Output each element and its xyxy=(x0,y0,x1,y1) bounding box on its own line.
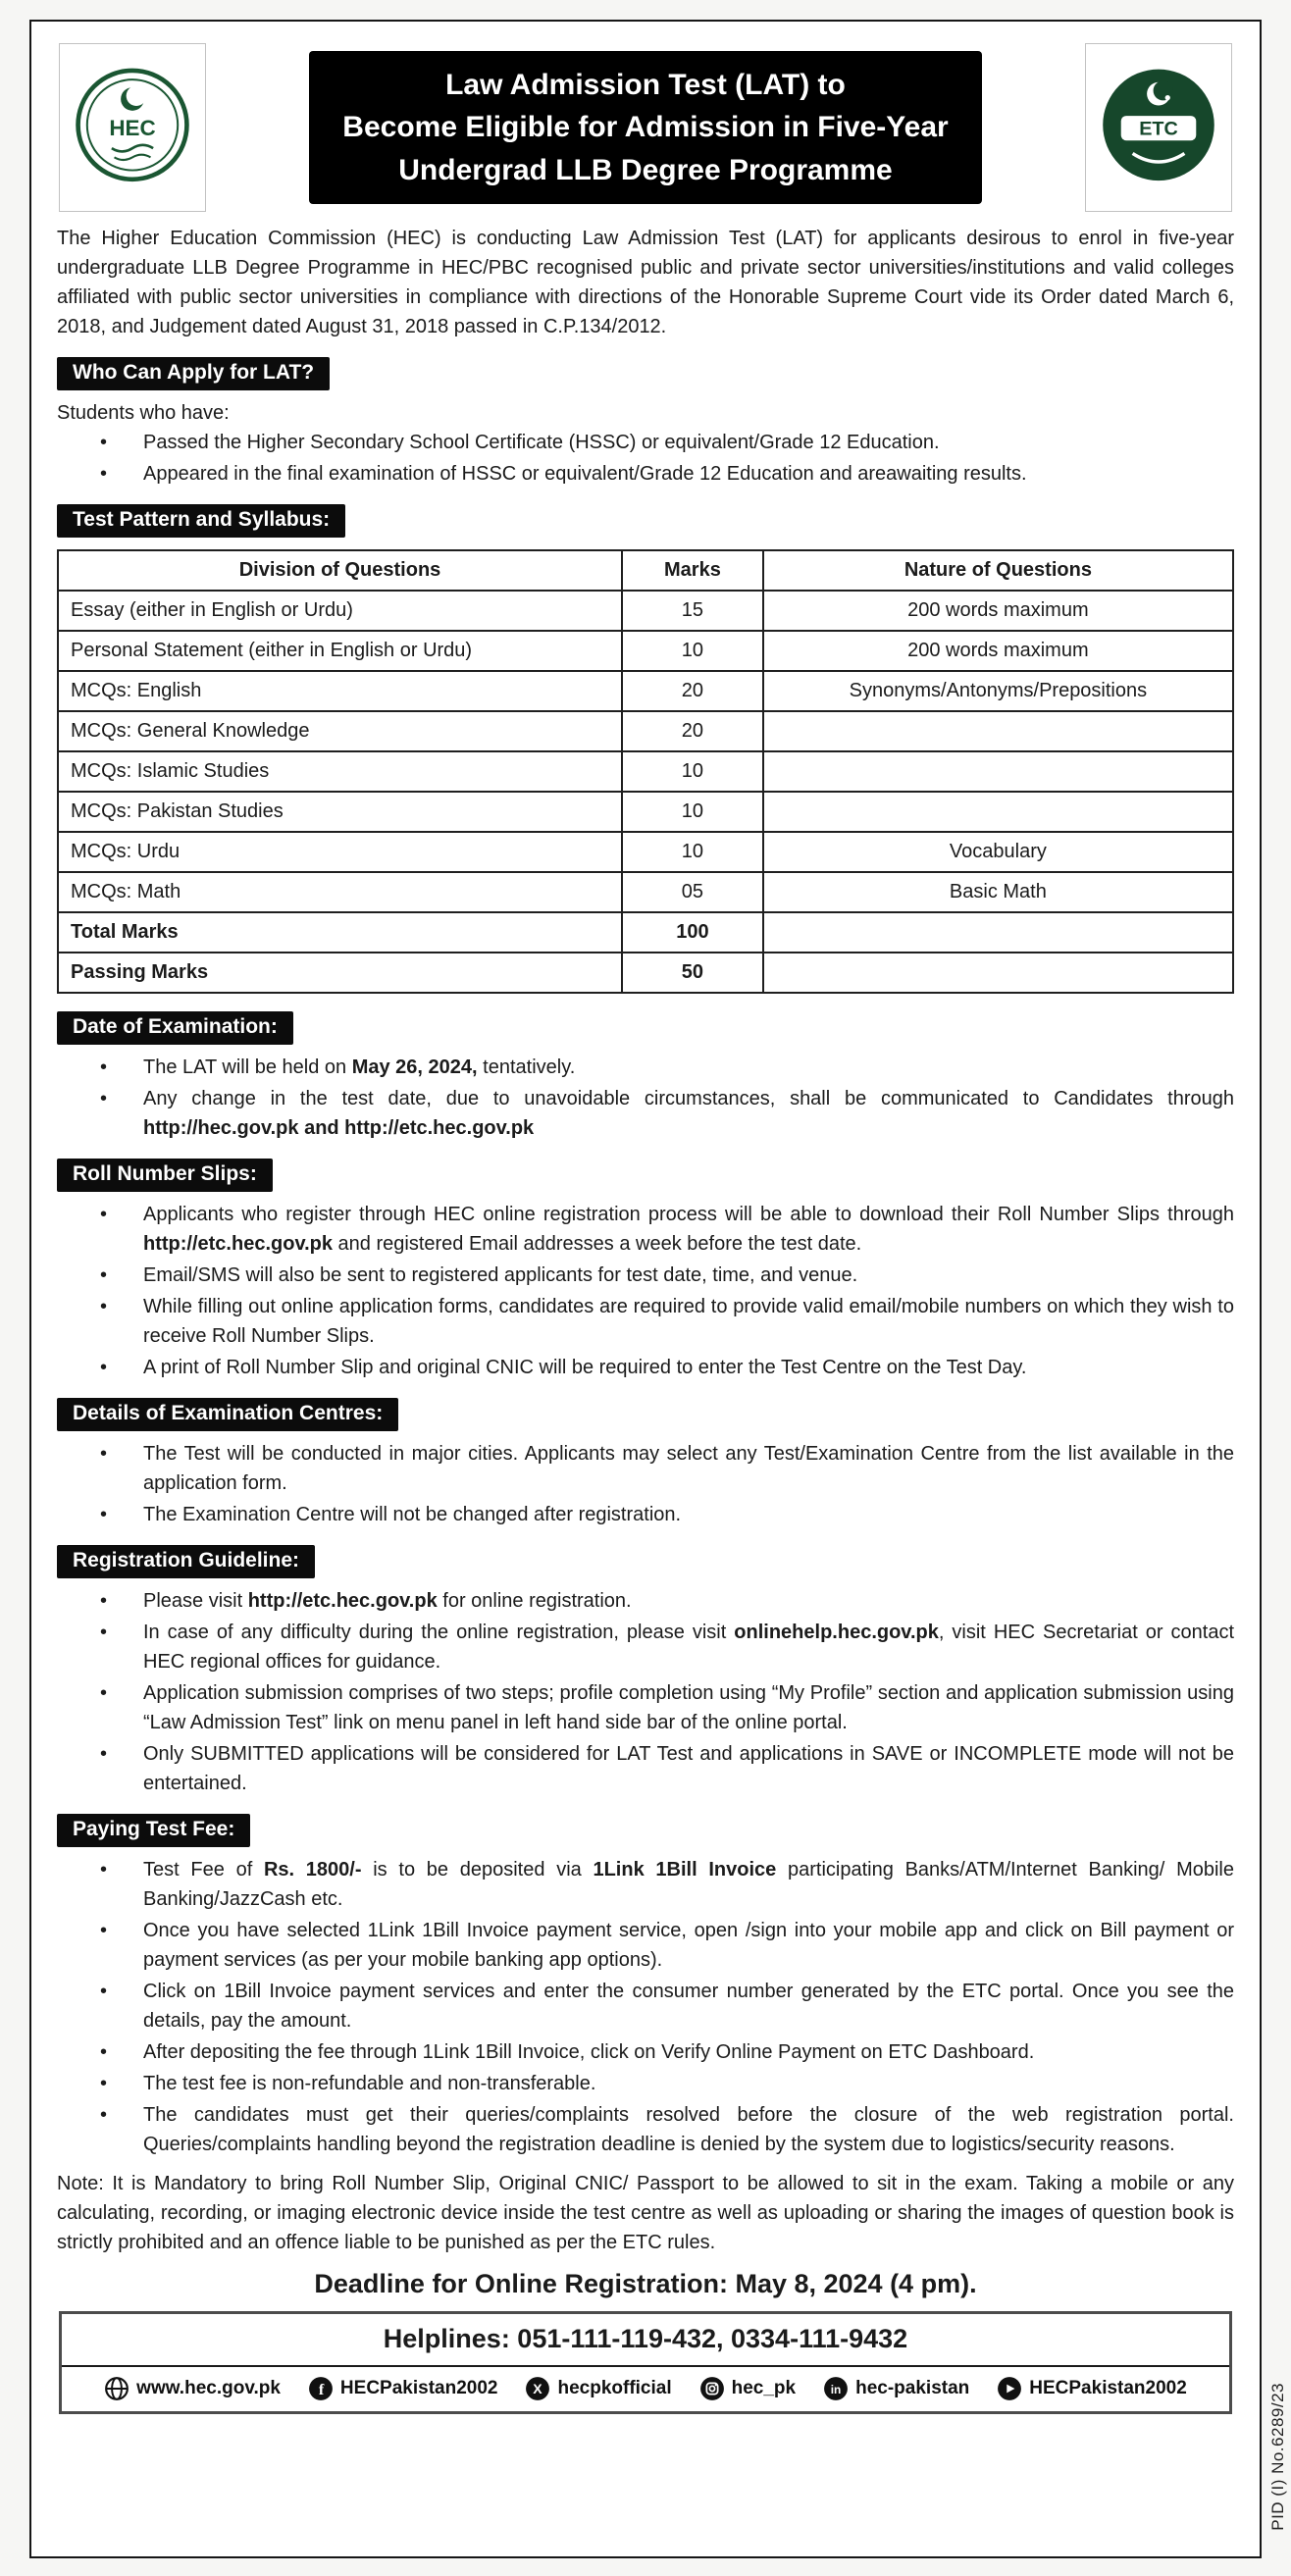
bullet-text: Once you have selected 1Link 1Bill Invoice payment service, open /sign into your mobile app and click on Bill payment or payment services (as per your mobile banking app options). xyxy=(143,1920,1234,1971)
etc-logo xyxy=(1085,43,1232,212)
table-cell: Synonyms/Antonyms/Prepositions xyxy=(763,671,1233,711)
section-lead: Students who have: xyxy=(57,402,230,424)
bullet-text: Applicants who register through HEC online registration process will be able to download their Roll Number Slips through http://etc.hec.gov.pk and registered Email addresses a week before the test date. xyxy=(143,1204,1234,1255)
bullet-dot: • xyxy=(100,2104,108,2126)
bullet-dot: • xyxy=(100,1622,108,1643)
linkedin-icon xyxy=(823,2376,849,2401)
bullet-text: Only SUBMITTED applications will be considered for LAT Test and applications in SAVE or INCOMPLETE mode will not be entertained. xyxy=(143,1743,1234,1794)
table-cell: Total Marks xyxy=(58,912,622,953)
table-row xyxy=(58,832,1233,872)
table-cell: MCQs: Urdu xyxy=(58,832,622,872)
bullet-text: While filling out online application forms, candidates are required to provide valid email/mobile numbers on which they wish to receive Roll Number Slips. xyxy=(143,1296,1234,1347)
table-cell: 10 xyxy=(622,631,763,671)
section-who-can-apply-for-lat xyxy=(57,343,1234,489)
title-line-2: Become Eligible for Admission in Five-Year xyxy=(342,111,949,144)
bullet-dot: • xyxy=(100,1920,108,1941)
bullet-text: The LAT will be held on May 26, 2024, tentatively. xyxy=(143,1056,576,1078)
title-wrap xyxy=(206,51,1085,204)
table-cell: 10 xyxy=(622,751,763,792)
bullet-item xyxy=(57,2100,1234,2159)
title-line-3: Undergrad LLB Degree Programme xyxy=(398,153,893,186)
bullet-text: In case of any difficulty during the online registration, please visit onlinehelp.hec.gov.pk, visit HEC Secretariat or contact HEC regional offices for guidance. xyxy=(143,1622,1235,1673)
bullet-item xyxy=(57,1977,1234,2035)
table-header-cell: Marks xyxy=(622,550,763,591)
globe-icon xyxy=(104,2376,129,2401)
social-x-twitter xyxy=(525,2376,671,2401)
table-cell: Personal Statement (either in English or Urdu) xyxy=(58,631,622,671)
svg-text:f: f xyxy=(318,2380,325,2398)
table-cell: MCQs: Pakistan Studies xyxy=(58,792,622,832)
bullet-dot: • xyxy=(100,1357,108,1378)
hec-logo-text: HEC xyxy=(109,115,156,140)
table-cell: MCQs: General Knowledge xyxy=(58,711,622,751)
social-label: hec_pk xyxy=(731,2378,797,2398)
section-heading: Who Can Apply for LAT? xyxy=(57,357,330,390)
bullet-item xyxy=(57,1292,1234,1351)
table-row xyxy=(58,953,1233,993)
bullet-item xyxy=(57,1855,1234,1914)
bullet-item xyxy=(57,1084,1234,1143)
bullet-item xyxy=(57,428,1234,457)
table-cell: 10 xyxy=(622,832,763,872)
deadline-text: Deadline for Online Registration: May 8, 2024 (4 pm). xyxy=(314,2269,977,2298)
test-pattern-table xyxy=(57,549,1234,994)
section-heading: Test Pattern and Syllabus: xyxy=(57,504,345,538)
bullet-dot: • xyxy=(100,2041,108,2063)
svg-text:in: in xyxy=(830,2382,842,2396)
social-youtube xyxy=(997,2376,1187,2401)
helplines-text: Helplines: 051-111-119-432, 0334-111-9432 xyxy=(62,2314,1229,2367)
bullet-text: Appeared in the final examination of HSSC or equivalent/Grade 12 Education and areawaiting results. xyxy=(143,463,1027,485)
hec-logo xyxy=(59,43,206,212)
table-cell xyxy=(763,792,1233,832)
bullet-item xyxy=(57,1618,1234,1676)
table-cell xyxy=(763,751,1233,792)
social-facebook xyxy=(308,2376,498,2401)
table-header-cell: Division of Questions xyxy=(58,550,622,591)
bullet-dot: • xyxy=(100,1056,108,1078)
sections-container xyxy=(57,343,1234,2159)
bullet-item xyxy=(57,1739,1234,1798)
bullet-text: A print of Roll Number Slip and original CNIC will be required to enter the Test Centre on the Test Day. xyxy=(143,1357,1027,1378)
bullet-text: After depositing the fee through 1Link 1Bill Invoice, click on Verify Online Payment on ETC Dashboard. xyxy=(143,2041,1035,2063)
bullet-dot: • xyxy=(100,432,108,453)
etc-logo-icon xyxy=(1094,54,1223,201)
table-row xyxy=(58,671,1233,711)
bullet-dot: • xyxy=(100,1204,108,1225)
table-row xyxy=(58,912,1233,953)
title-line-1: Law Admission Test (LAT) to xyxy=(445,69,846,102)
table-cell: 05 xyxy=(622,872,763,912)
etc-logo-text: ETC xyxy=(1139,118,1178,140)
bullet-text: Any change in the test date, due to unavoidable circumstances, shall be communicated to Candidates through http://hec.gov.pk and http://etc.hec.gov.pk xyxy=(143,1088,1234,1139)
bullet-dot: • xyxy=(100,1981,108,2002)
table-row xyxy=(58,751,1233,792)
section-heading: Paying Test Fee: xyxy=(57,1814,250,1847)
bullet-dot: • xyxy=(100,1296,108,1317)
section-roll-number-slips xyxy=(57,1145,1234,1382)
social-row xyxy=(62,2367,1229,2411)
bullet-text: Test Fee of Rs. 1800/- is to be deposited via 1Link 1Bill Invoice participating Banks/ATM/Internet Banking/ Mobile Banking/JazzCash etc. xyxy=(143,1859,1234,1910)
bullet-text: The test fee is non-refundable and non-transferable. xyxy=(143,2073,596,2094)
bullet-text: Application submission comprises of two steps; profile completion using “My Profile” section and application submission using “Law Admission Test” link on menu panel in left hand side bar of the online portal. xyxy=(143,1682,1234,1733)
x-twitter-icon xyxy=(525,2376,550,2401)
table-cell: MCQs: Math xyxy=(58,872,622,912)
social-label: HECPakistan2002 xyxy=(1029,2378,1187,2398)
table-cell xyxy=(763,912,1233,953)
table-cell: Passing Marks xyxy=(58,953,622,993)
table-cell: 20 xyxy=(622,671,763,711)
table-header-cell: Nature of Questions xyxy=(763,550,1233,591)
bullet-dot: • xyxy=(100,1590,108,1612)
bullet-item xyxy=(57,1916,1234,1975)
svg-text:X: X xyxy=(533,2381,543,2397)
bullet-item xyxy=(57,2037,1234,2067)
bullet-dot: • xyxy=(100,1088,108,1109)
bullet-item xyxy=(57,1353,1234,1382)
social-label: hecpkofficial xyxy=(557,2378,672,2398)
bullet-item xyxy=(57,459,1234,489)
bullet-text: The Examination Centre will not be changed after registration. xyxy=(143,1504,682,1525)
table-cell xyxy=(763,711,1233,751)
table-row xyxy=(58,631,1233,671)
section-test-pattern-and-syllabus xyxy=(57,490,1234,994)
table-cell: MCQs: English xyxy=(58,671,622,711)
table-cell: Basic Math xyxy=(763,872,1233,912)
bullet-dot: • xyxy=(100,1743,108,1765)
section-heading: Roll Number Slips: xyxy=(57,1159,273,1192)
bullet-item xyxy=(57,1439,1234,1498)
table-header-row xyxy=(58,550,1233,591)
table-cell xyxy=(763,953,1233,993)
header xyxy=(59,43,1232,212)
bullet-item xyxy=(57,1261,1234,1290)
hec-logo-icon xyxy=(68,54,197,201)
bullet-text: Email/SMS will also be sent to registered applicants for test date, time, and venue. xyxy=(143,1264,858,1286)
section-heading: Registration Guideline: xyxy=(57,1545,315,1578)
bullet-item xyxy=(57,1678,1234,1737)
bullet-item xyxy=(57,1053,1234,1082)
social-globe xyxy=(104,2376,281,2401)
section-date-of-examination xyxy=(57,998,1234,1143)
bullet-dot: • xyxy=(100,1859,108,1880)
bullet-dot: • xyxy=(100,1443,108,1465)
instagram-icon xyxy=(699,2376,725,2401)
bullet-item xyxy=(57,1500,1234,1529)
social-instagram xyxy=(699,2376,796,2401)
bullet-text: The Test will be conducted in major cities. Applicants may select any Test/Examination Centre from the list available in the application form. xyxy=(143,1443,1234,1494)
pid-number: PID (I) No.6289/23 xyxy=(1268,2383,1287,2531)
social-label: HECPakistan2002 xyxy=(339,2378,498,2398)
bullet-dot: • xyxy=(100,1504,108,1525)
section-details-of-examination-centres xyxy=(57,1384,1234,1529)
bullet-text: The candidates must get their queries/complaints resolved before the closure of the web registration portal. Queries/complaints handling beyond the registration deadline is denied by the system due to logistics/security reasons. xyxy=(143,2104,1234,2155)
bullet-text: Passed the Higher Secondary School Certificate (HSSC) or equivalent/Grade 12 Education. xyxy=(143,432,940,453)
advertisement xyxy=(29,20,1262,2558)
table-cell: MCQs: Islamic Studies xyxy=(58,751,622,792)
title-box xyxy=(309,51,981,204)
social-linkedin xyxy=(823,2376,969,2401)
section-heading: Details of Examination Centres: xyxy=(57,1398,398,1431)
bullet-dot: • xyxy=(100,2073,108,2094)
bullet-item xyxy=(57,1200,1234,1259)
table-cell: 200 words maximum xyxy=(763,591,1233,631)
bullet-item xyxy=(57,1586,1234,1616)
note-paragraph: Note: It is Mandatory to bring Roll Number Slip, Original CNIC/ Passport to be allowed to sit in the exam. Taking a mobile or any calculating, recording, or imaging electronic device inside the test centre as well as uploading or sharing the images of question book is strictly prohibited and an offence liable to be punished as per the ETC rules. xyxy=(57,2173,1234,2253)
social-label: www.hec.gov.pk xyxy=(136,2378,281,2398)
youtube-icon xyxy=(997,2376,1022,2401)
bullet-text: Please visit http://etc.hec.gov.pk for online registration. xyxy=(143,1590,632,1612)
table-row xyxy=(58,591,1233,631)
table-row xyxy=(58,792,1233,832)
section-paying-test-fee xyxy=(57,1800,1234,2159)
table-cell: 10 xyxy=(622,792,763,832)
section-heading: Date of Examination: xyxy=(57,1011,293,1045)
table-row xyxy=(58,872,1233,912)
bullet-dot: • xyxy=(100,1264,108,1286)
bullet-item xyxy=(57,2069,1234,2098)
bullet-dot: • xyxy=(100,463,108,485)
table-cell: 100 xyxy=(622,912,763,953)
table-cell: 15 xyxy=(622,591,763,631)
facebook-icon xyxy=(308,2376,334,2401)
table-cell: 200 words maximum xyxy=(763,631,1233,671)
table-cell: Vocabulary xyxy=(763,832,1233,872)
helpline-box xyxy=(59,2311,1232,2414)
table-cell: Essay (either in English or Urdu) xyxy=(58,591,622,631)
social-label: hec-pakistan xyxy=(855,2378,970,2398)
section-registration-guideline xyxy=(57,1531,1234,1798)
intro-paragraph: The Higher Education Commission (HEC) is conducting Law Admission Test (LAT) for applicants desirous to enrol in five-year undergraduate LLB Degree Programme in HEC/PBC recognised public and private sector universities/institutions and valid colleges affiliated with public sector universities in compliance with directions of the Honorable Supreme Court vide its Order dated March 6, 2018, and Judgement dated August 31, 2018 passed in C.P.134/2012. xyxy=(57,228,1234,337)
bullet-dot: • xyxy=(100,1682,108,1704)
table-row xyxy=(58,711,1233,751)
table-cell: 50 xyxy=(622,953,763,993)
bullet-text: Click on 1Bill Invoice payment services and enter the consumer number generated by the ETC portal. Once you see the details, pay the amount. xyxy=(143,1981,1234,2032)
table-cell: 20 xyxy=(622,711,763,751)
